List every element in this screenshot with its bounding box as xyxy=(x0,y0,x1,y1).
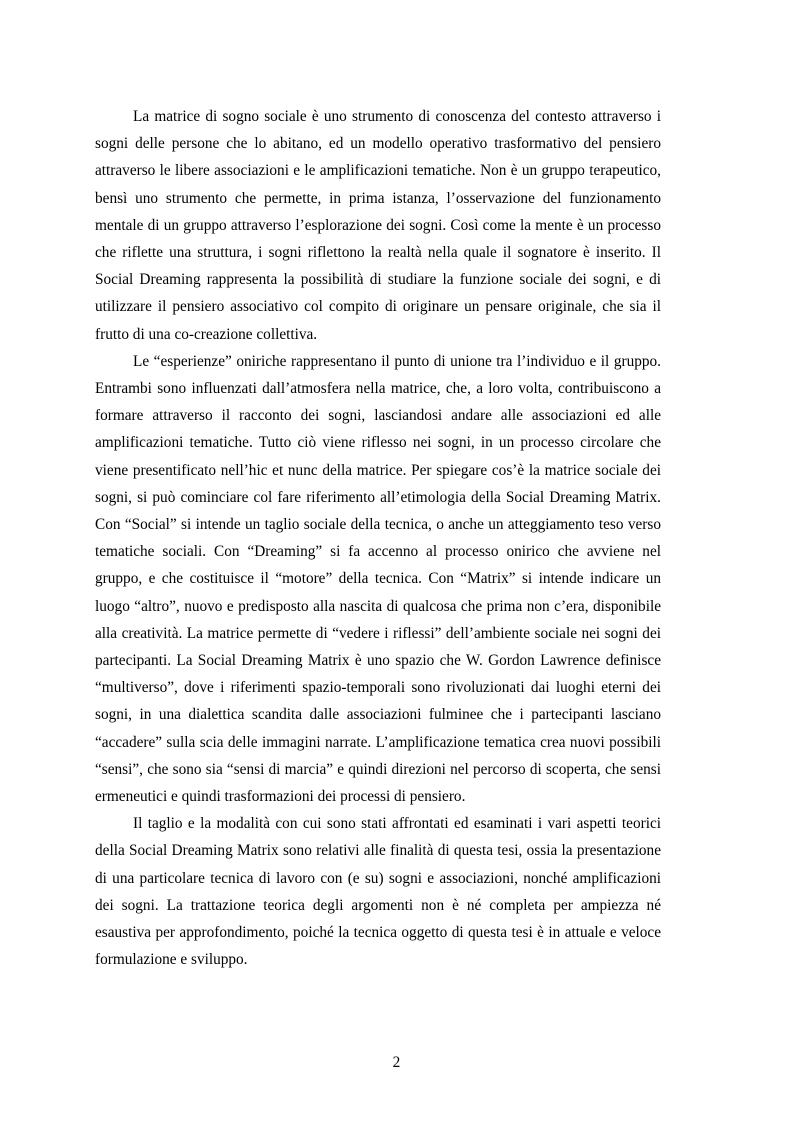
page-body xyxy=(95,103,661,974)
paragraph-1: La matrice di sogno sociale è uno strumento di conoscenza del contesto attraverso i sogni delle persone che lo abitano, ed un modello operativo trasformativo del pensiero attraverso le libere associazioni e le amplificazioni tematiche. Non è un gruppo terapeutico, bensì uno strumento che permette, in prima istanza, l’osservazione del funzionamento mentale di un gruppo attraverso l’esplorazione dei sogni. Così come la mente è un processo che riflette una struttura, i sogni riflettono la realtà nella quale il sognatore è inserito. Il Social Dreaming rappresenta la possibilità di studiare la funzione sociale dei sogni, e di utilizzare il pensiero associativo col compito di originare un pensare originale, che sia il frutto di una co-creazione collettiva. xyxy=(95,108,661,343)
paragraph-3: Il taglio e la modalità con cui sono stati affrontati ed esaminati i vari aspetti teorici della Social Dreaming Matrix sono relativi alle finalità di questa tesi, ossia la presentazione di una particolare tecnica di lavoro con (e su) sogni e associazioni, nonché amplificazioni dei sogni. La trattazione teorica degli argomenti non è né completa per ampiezza né esaustiva per approfondimento, poiché la tecnica oggetto di questa tesi è in attuale e veloce formulazione e sviluppo. xyxy=(95,815,661,969)
paragraph-2: Le “esperienze” oniriche rappresentano il punto di unione tra l’individuo e il gruppo. Entrambi sono influenzati dall’atmosfera nella matrice, che, a loro volta, contribuiscono a formare attraverso il racconto dei sogni, lasciandosi andare alle associazioni ed alle amplificazioni tematiche. Tutto ciò viene riflesso nei sogni, in un processo circolare che viene presentificato nell’hic et nunc della matrice. Per spiegare cos’è la matrice sociale dei sogni, si può cominciare col fare riferimento all’etimologia della Social Dreaming Matrix. Con “Social” si intende un taglio sociale della tecnica, o anche un atteggiamento teso verso tematiche sociali. Con “Dreaming” si fa accenno al processo onirico che avviene nel gruppo, e che costituisce il “motore” della tecnica. Con “Matrix” si intende indicare un luogo “altro”, nuovo e predisposto alla nascita di qualcosa che prima non c’era, disponibile alla creatività. La matrice permette di “vedere i riflessi” dell’ambiente sociale nei sogni dei partecipanti. La Social Dreaming Matrix è uno spazio che W. Gordon Lawrence definisce “multiverso”, dove i riferimenti spazio-temporali sono rivoluzionati dai luoghi eterni dei sogni, in una dialettica scandita dalle associazioni fulminee che i partecipanti lasciano “accadere” sulla scia delle immagini narrate. L’amplificazione tematica crea nuovi possibili “sensi”, che sono sia “sensi di marcia” e quindi direzioni nel percorso di scoperta, che sensi ermeneutici e quindi trasformazioni dei processi di pensiero. xyxy=(95,352,661,806)
page-number: 2 xyxy=(392,1054,401,1071)
